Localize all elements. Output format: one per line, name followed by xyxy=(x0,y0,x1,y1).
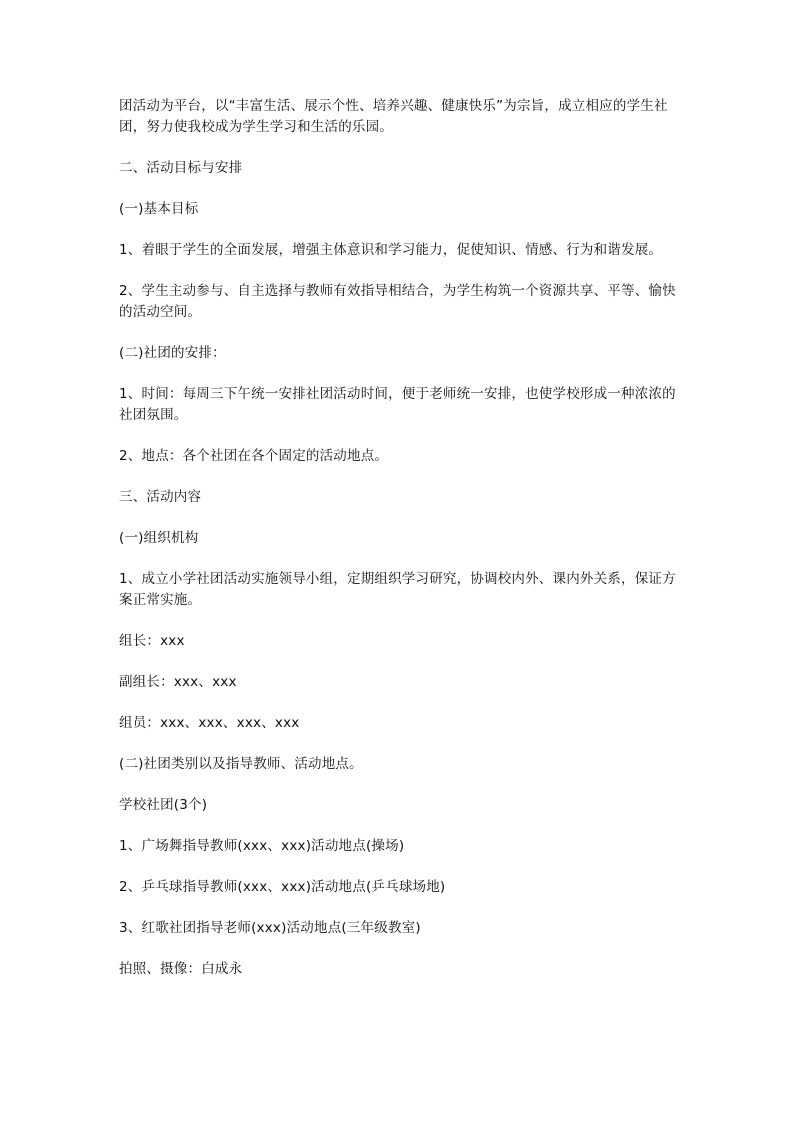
club-item-table-tennis: 2、乒乓球指导教师(xxx、xxx)活动地点(乒乓球场地) xyxy=(119,879,446,895)
paragraph-goal-1: 1、着眼于学生的全面发展，增强主体意识和学习能力，促使知识、情感、行为和谐发展。 xyxy=(119,242,663,258)
team-members: 组员：xxx、xxx、xxx、xxx xyxy=(119,715,300,731)
club-item-square-dance: 1、广场舞指导教师(xxx、xxx)活动地点(操场) xyxy=(119,838,405,854)
paragraph-intro: 团活动为平台，以“丰富生活、展示个性、培养兴趣、健康快乐”为宗旨，成立相应的学生社团，努力使我校成为学生学习和生活的乐园。 xyxy=(119,98,668,135)
section-heading-2: 二、活动目标与安排 xyxy=(119,160,243,176)
team-leader: 组长：xxx xyxy=(119,633,185,649)
paragraph-time: 1、时间：每周三下午统一安排社团活动时间，便于老师统一安排，也使学校形成一种浓浓的社团氛围。 xyxy=(119,386,676,423)
paragraph-organization: 1、成立小学社团活动实施领导小组，定期组织学习研究，协调校内外、课内外关系，保证方案正常实施。 xyxy=(119,571,676,608)
document-body xyxy=(119,96,679,1000)
paragraph-goal-2: 2、学生主动参与、自主选择与教师有效指导相结合，为学生构筑一个资源共享、平等、愉快的活动空间。 xyxy=(119,283,676,320)
paragraph-location: 2、地点：各个社团在各个固定的活动地点。 xyxy=(119,448,389,464)
section-heading-3: 三、活动内容 xyxy=(119,489,202,505)
subheading-organization: (一)组织机构 xyxy=(119,530,199,546)
subheading-club-arrangement: (二)社团的安排： xyxy=(119,345,226,361)
deputy-team-leader: 副组长：xxx、xxx xyxy=(119,674,237,690)
subheading-basic-goals: (一)基本目标 xyxy=(119,201,199,217)
subheading-club-types: (二)社团类别以及指导教师、活动地点。 xyxy=(119,756,363,772)
school-clubs-heading: 学校社团(3个) xyxy=(119,797,208,813)
club-item-red-song: 3、红歌社团指导老师(xxx)活动地点(三年级教室) xyxy=(119,920,421,936)
photography-credit: 拍照、摄像：白成永 xyxy=(119,961,243,977)
